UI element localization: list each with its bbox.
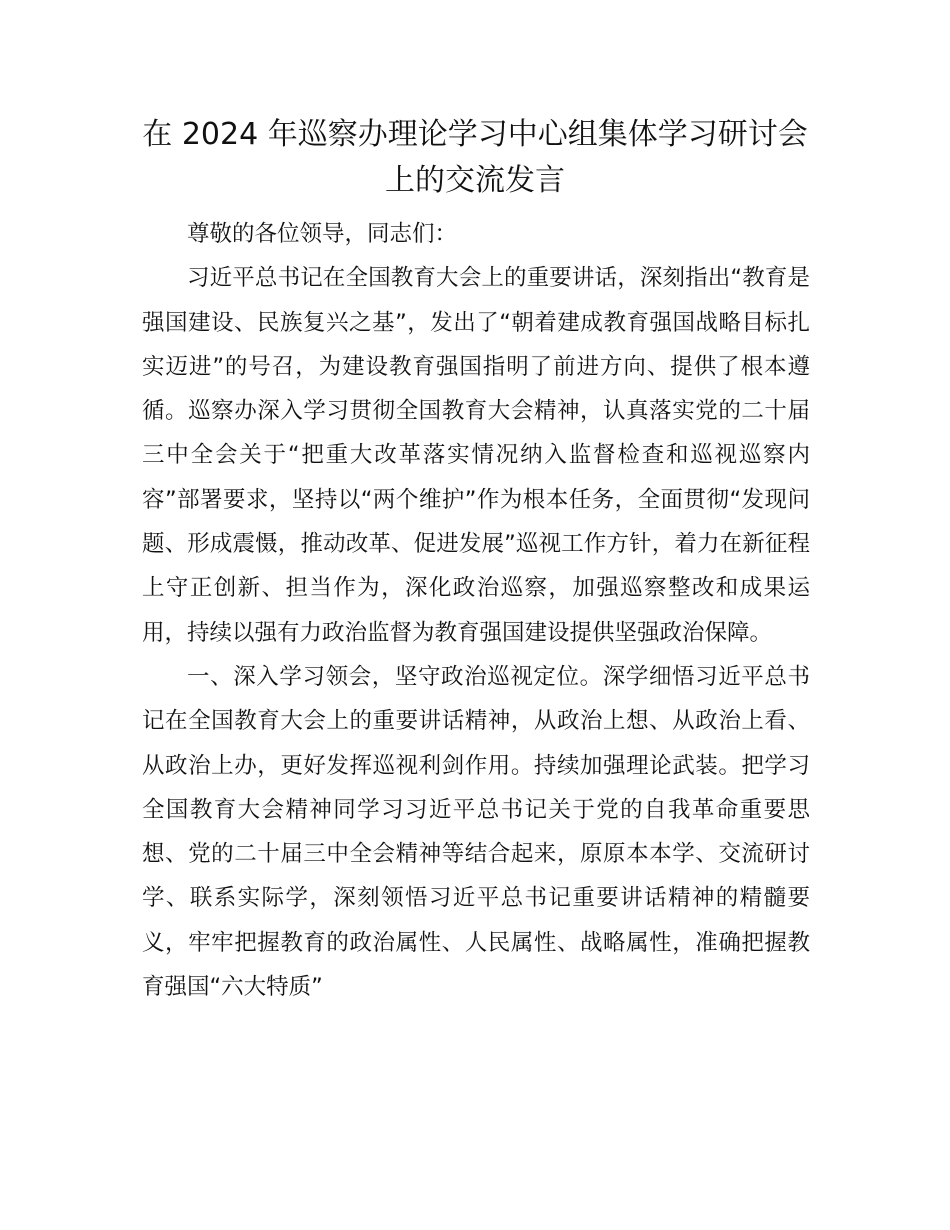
salutation: 尊敬的各位领导，同志们：	[187, 221, 458, 247]
intro-paragraph: 习近平总书记在全国教育大会上的重要讲话，深刻指出“教育是强国建设、民族复兴之基”，发出了“朝着建成教育强国战略目标扎实迈进”的号召，为建设教育强国指明了前进方向、提供了根本遵循。巡察办深入学习贯彻全国教育大会精神，认真落实党的二十届三中全会关于“把重大改革落实情况纳入监督检查和巡视巡察内容”部署要求，坚持以“两个维护”作为根本任务，全面贯彻“发现问题、形成震慑，推动改革、促进发展”巡视工作方针，着力在新征程上守正创新、担当作为，深化政治巡察，加强巡察整改和成果运用，持续以强有力政治监督为教育强国建设提供坚强政治保障。	[142, 265, 810, 646]
document-title: 在 2024 年巡察办理论学习中心组集体学习研讨会上的交流发言	[142, 117, 808, 198]
section-one-paragraph: 一、深入学习领会，坚守政治巡视定位。深学细悟习近平总书记在全国教育大会上的重要讲话精神，从政治上想、从政治上看、从政治上办，更好发挥巡视利剑作用。持续加强理论武装。把学习全国教育大会精神同学习习近平总书记关于党的自我革命重要思想、党的二十届三中全会精神等结合起来，原原本本学、交流研讨学、联系实际学，深刻领悟习近平总书记重要讲话精神的精髓要义，牢牢把握教育的政治属性、人民属性、战略属性，准确把握教育强国“六大特质”	[142, 663, 810, 1001]
document-body	[142, 212, 810, 1009]
